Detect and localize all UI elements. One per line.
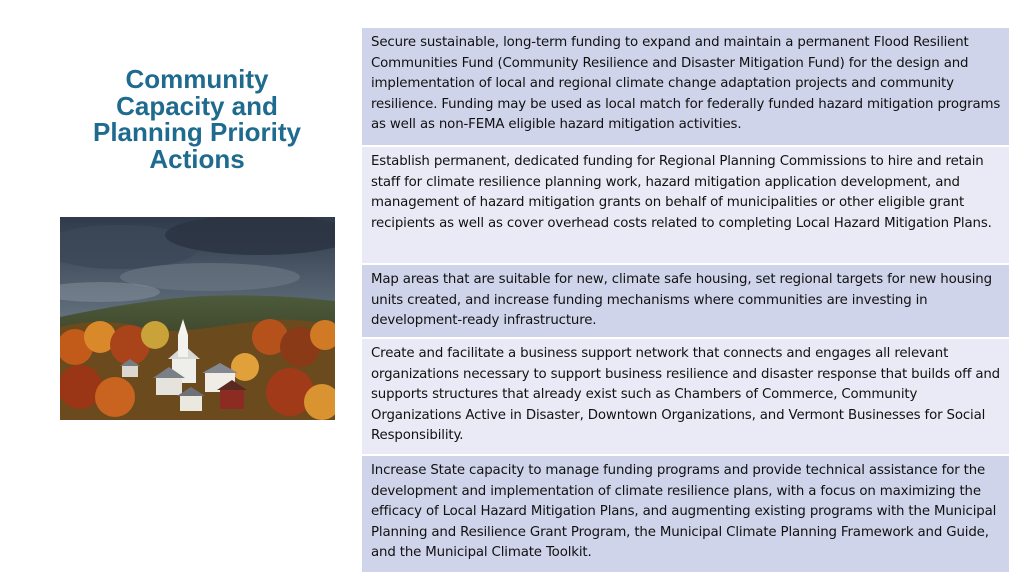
title-line-4: Actions bbox=[149, 143, 245, 174]
village-landscape-image bbox=[60, 217, 335, 420]
priority-actions-table bbox=[362, 28, 1009, 574]
title-line-1: Community bbox=[125, 64, 269, 94]
action-row-4: Create and facilitate a business support network that connects and engages all relevant organizations necessary to support business resilience and disaster response that builds off and supports structures that already exist such as Chambers of Commerce, Community Organizations Active in Disaster, Downtown Organizations, and Vermont Businesses for Social Responsibility. bbox=[362, 339, 1009, 454]
title-line-3: Planning Priority bbox=[92, 117, 302, 147]
action-row-3: Map areas that are suitable for new, climate safe housing, set regional targets for new housing units created, and increase funding mechanisms where communities are investing in development-ready infrastructure. bbox=[362, 265, 1009, 337]
action-row-2: Establish permanent, dedicated funding for Regional Planning Commissions to hire and retain staff for climate resilience planning work, hazard mitigation application development, and management of hazard mitigation grants on behalf of municipalities or other eligible grant recipients as well as cover overhead costs related to completing Local Hazard Mitigation Plans. bbox=[362, 147, 1009, 263]
title-line-2: Capacity and bbox=[116, 90, 278, 121]
action-row-5: Increase State capacity to manage funding programs and provide technical assistance for the development and implementation of climate resilience plans, with a focus on maximizing the efficacy of Local Hazard Mitigation Plans, and augmenting existing programs with the Municipal Planning and Resilience Grant Program, the Municipal Climate Planning Framework and Guide, and the Municipal Climate Toolkit. bbox=[362, 456, 1009, 572]
page-title bbox=[62, 66, 332, 172]
vermont-village-photo bbox=[60, 217, 335, 420]
action-row-1: Secure sustainable, long-term funding to expand and maintain a permanent Flood Resilient Communities Fund (Community Resilience and Disaster Mitigation Fund) for the design and implementation of local and regional climate change adaptation projects and community resilience. Funding may be used as local match for federally funded hazard mitigation programs as well as non-FEMA eligible hazard mitigation activities. bbox=[362, 28, 1009, 145]
